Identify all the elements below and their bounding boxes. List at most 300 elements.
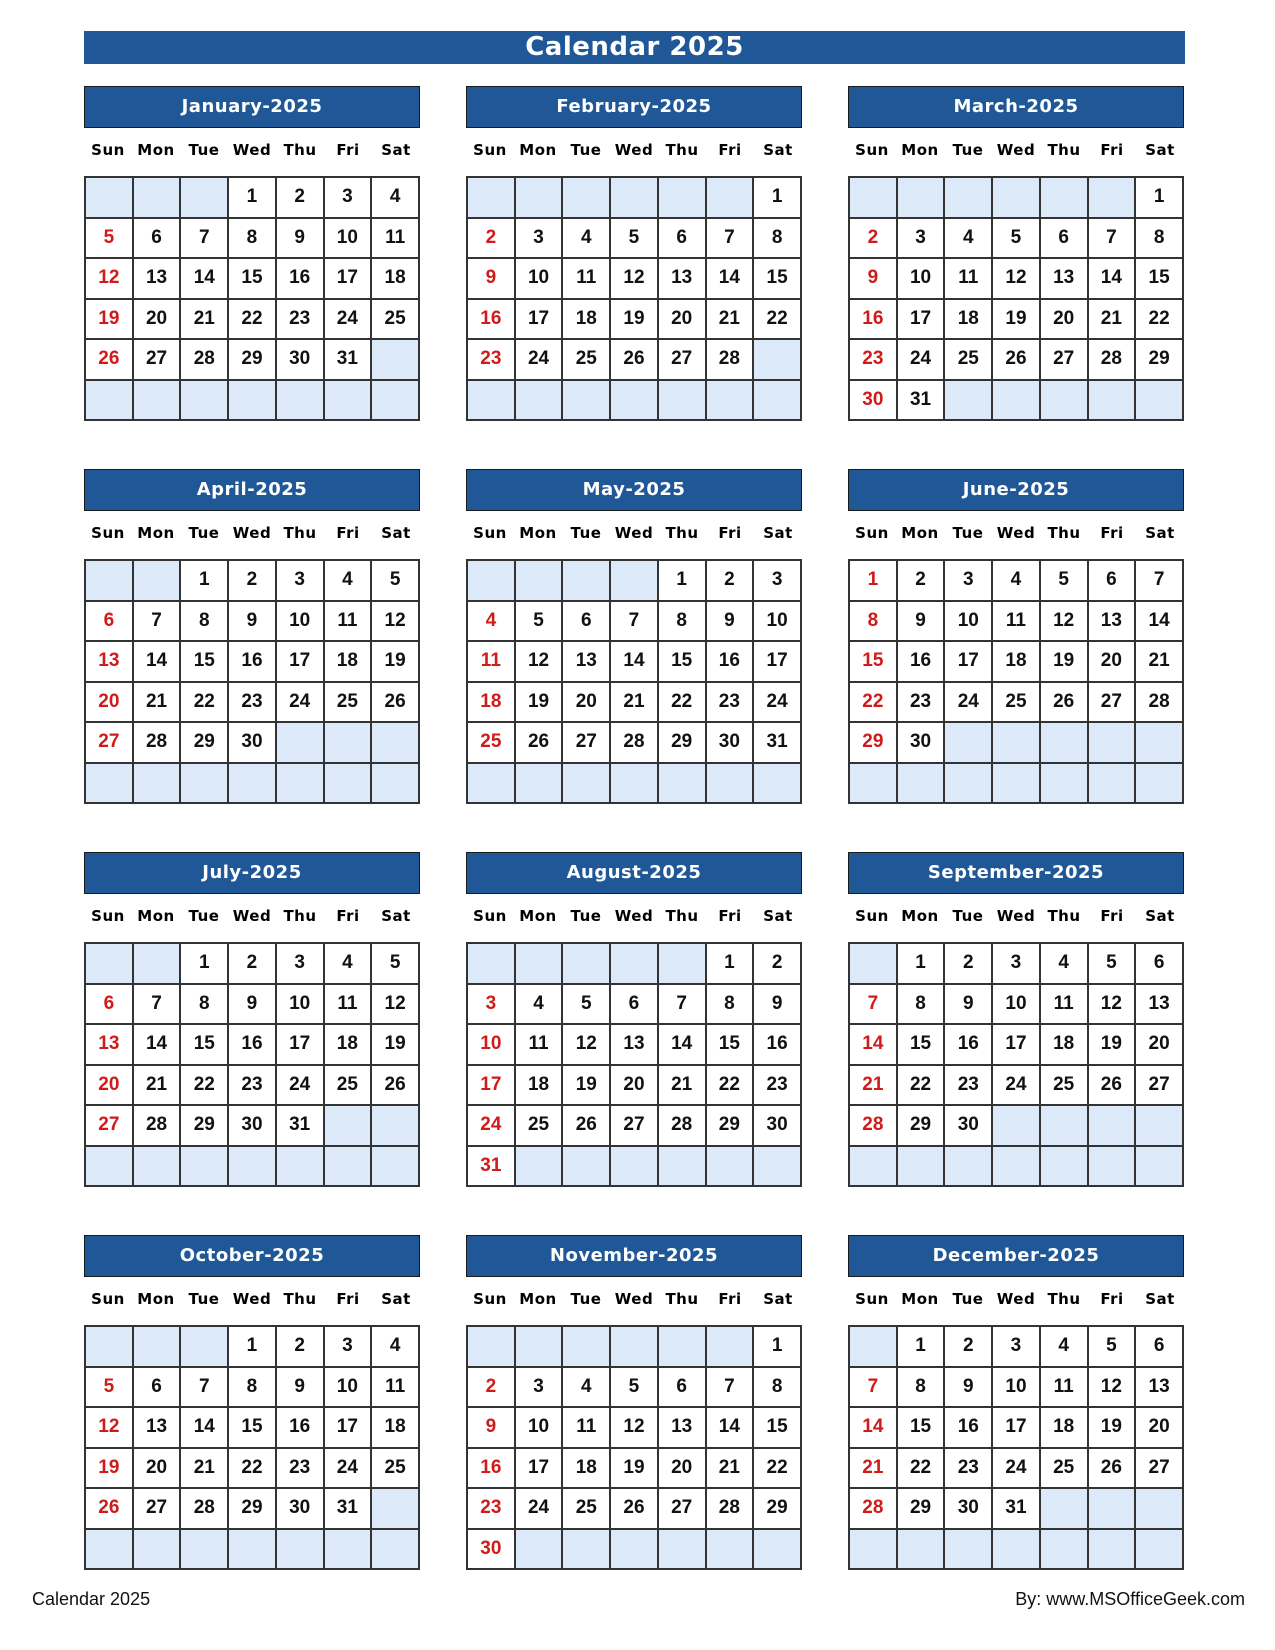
day-cell: 23 [753,1065,801,1106]
day-cell: 21 [133,682,181,723]
weekday-header [848,515,1184,559]
day-cell: 3 [324,1326,372,1367]
day-cell: 17 [897,299,945,340]
day-cell: 27 [133,339,181,380]
weekday-label: Wed [232,524,272,542]
day-cell: 8 [180,984,228,1025]
day-cell: 18 [1040,1024,1088,1065]
day-cell: 31 [897,380,945,421]
day-cell: 17 [753,641,801,682]
empty-day-cell [1040,1529,1088,1570]
day-cell: 10 [992,984,1040,1025]
empty-day-cell [371,1529,419,1570]
day-grid [84,1325,420,1570]
day-cell: 5 [371,560,419,601]
empty-day-cell [658,763,706,804]
empty-day-cell [85,763,133,804]
day-cell: 8 [849,601,897,642]
day-cell: 1 [753,1326,801,1367]
day-cell: 22 [897,1448,945,1489]
day-cell: 17 [944,641,992,682]
day-cell: 28 [180,1488,228,1529]
day-cell: 24 [324,1448,372,1489]
day-cell: 6 [85,984,133,1025]
day-cell: 26 [1088,1448,1136,1489]
day-cell: 17 [515,299,563,340]
day-cell: 12 [371,601,419,642]
day-cell: 18 [371,258,419,299]
day-cell: 16 [753,1024,801,1065]
day-cell: 16 [706,641,754,682]
month-title: February-2025 [466,86,802,128]
day-cell: 25 [467,722,515,763]
weekday-label: Sat [381,141,411,159]
weekday-label: Sun [855,907,889,925]
day-cell: 14 [658,1024,706,1065]
weekday-label: Tue [952,907,984,925]
day-cell: 26 [371,682,419,723]
empty-day-cell [371,339,419,380]
empty-day-cell [658,380,706,421]
empty-day-cell [467,560,515,601]
empty-day-cell [324,1146,372,1187]
day-cell: 5 [610,218,658,259]
empty-day-cell [467,1326,515,1367]
day-cell: 14 [706,1407,754,1448]
weekday-label: Sat [1145,524,1175,542]
weekday-label: Sat [1145,1290,1175,1308]
empty-day-cell [992,380,1040,421]
footer-credit: By: www.MSOfficeGeek.com [1015,1589,1245,1609]
day-cell: 4 [467,601,515,642]
empty-day-cell [371,380,419,421]
weekday-label: Mon [137,524,175,542]
weekday-label: Fri [718,907,742,925]
weekday-label: Fri [1100,524,1124,542]
day-cell: 22 [1135,299,1183,340]
day-cell: 22 [228,1448,276,1489]
day-cell: 7 [180,1367,228,1408]
empty-day-cell [133,1146,181,1187]
weekday-header [84,1281,420,1325]
day-cell: 29 [180,1105,228,1146]
day-cell: 24 [515,1488,563,1529]
day-cell: 9 [849,258,897,299]
day-cell: 19 [371,641,419,682]
empty-day-cell [371,763,419,804]
day-cell: 22 [180,1065,228,1106]
day-cell: 23 [467,1488,515,1529]
empty-day-cell [515,1529,563,1570]
day-cell: 18 [324,641,372,682]
day-cell: 15 [753,258,801,299]
weekday-label: Thu [665,524,699,542]
day-cell: 27 [1040,339,1088,380]
day-cell: 4 [1040,943,1088,984]
day-cell: 20 [658,299,706,340]
day-cell: 11 [992,601,1040,642]
day-cell: 26 [1088,1065,1136,1106]
day-cell: 23 [276,1448,324,1489]
weekday-label: Fri [1100,1290,1124,1308]
day-cell: 8 [897,1367,945,1408]
empty-day-cell [85,380,133,421]
empty-day-cell [85,1529,133,1570]
weekday-label: Mon [137,1290,175,1308]
weekday-label: Tue [570,907,602,925]
weekday-label: Fri [1100,141,1124,159]
day-cell: 9 [897,601,945,642]
empty-day-cell [85,1326,133,1367]
day-cell: 13 [1040,258,1088,299]
empty-day-cell [562,1529,610,1570]
day-cell: 12 [371,984,419,1025]
day-cell: 28 [706,1488,754,1529]
empty-day-cell [1088,763,1136,804]
day-cell: 20 [610,1065,658,1106]
empty-day-cell [849,1326,897,1367]
day-cell: 18 [324,1024,372,1065]
empty-day-cell [992,1529,1040,1570]
empty-day-cell [562,763,610,804]
day-cell: 15 [1135,258,1183,299]
day-cell: 14 [133,641,181,682]
weekday-label: Sat [381,1290,411,1308]
day-cell: 30 [944,1488,992,1529]
empty-day-cell [992,722,1040,763]
day-cell: 21 [133,1065,181,1106]
weekday-label: Sun [855,1290,889,1308]
day-cell: 3 [324,177,372,218]
weekday-label: Sun [473,141,507,159]
empty-day-cell [85,1146,133,1187]
weekday-label: Sun [91,907,125,925]
day-cell: 29 [658,722,706,763]
empty-day-cell [753,763,801,804]
empty-day-cell [610,380,658,421]
day-cell: 9 [753,984,801,1025]
weekday-label: Sat [763,141,793,159]
weekday-label: Sun [91,141,125,159]
weekday-label: Thu [665,907,699,925]
day-cell: 17 [467,1065,515,1106]
empty-day-cell [992,763,1040,804]
day-cell: 29 [706,1105,754,1146]
day-cell: 16 [849,299,897,340]
empty-day-cell [467,380,515,421]
empty-day-cell [180,177,228,218]
day-cell: 11 [562,1407,610,1448]
day-cell: 22 [753,299,801,340]
day-cell: 11 [562,258,610,299]
day-cell: 5 [1040,560,1088,601]
day-cell: 19 [610,299,658,340]
empty-day-cell [610,943,658,984]
day-cell: 7 [1135,560,1183,601]
day-cell: 22 [849,682,897,723]
day-cell: 6 [1135,1326,1183,1367]
day-cell: 28 [849,1105,897,1146]
empty-day-cell [276,763,324,804]
empty-day-cell [85,177,133,218]
day-cell: 7 [133,984,181,1025]
day-cell: 13 [658,1407,706,1448]
day-cell: 23 [467,339,515,380]
empty-day-cell [753,380,801,421]
empty-day-cell [1088,1105,1136,1146]
page-title: Calendar 2025 [84,31,1185,64]
weekday-label: Sun [91,1290,125,1308]
day-cell: 14 [180,1407,228,1448]
day-cell: 9 [228,601,276,642]
day-cell: 6 [1088,560,1136,601]
empty-day-cell [849,763,897,804]
empty-day-cell [849,943,897,984]
day-cell: 16 [228,641,276,682]
empty-day-cell [1135,1105,1183,1146]
day-cell: 18 [467,682,515,723]
day-cell: 30 [753,1105,801,1146]
weekday-label: Sat [763,524,793,542]
weekday-label: Sun [855,141,889,159]
day-cell: 23 [228,1065,276,1106]
day-cell: 21 [849,1065,897,1106]
weekday-label: Fri [718,141,742,159]
day-cell: 18 [1040,1407,1088,1448]
empty-day-cell [180,1529,228,1570]
day-cell: 18 [371,1407,419,1448]
day-cell: 30 [706,722,754,763]
weekday-label: Mon [137,907,175,925]
day-cell: 24 [324,299,372,340]
day-cell: 28 [1135,682,1183,723]
day-cell: 10 [324,218,372,259]
day-cell: 28 [1088,339,1136,380]
empty-day-cell [133,560,181,601]
day-cell: 16 [897,641,945,682]
empty-day-cell [515,943,563,984]
day-cell: 25 [371,1448,419,1489]
day-cell: 11 [944,258,992,299]
empty-day-cell [706,1326,754,1367]
day-cell: 1 [180,943,228,984]
day-cell: 10 [467,1024,515,1065]
day-cell: 3 [897,218,945,259]
day-cell: 21 [1088,299,1136,340]
empty-day-cell [228,1529,276,1570]
weekday-header [84,515,420,559]
day-cell: 15 [228,1407,276,1448]
weekday-label: Mon [901,524,939,542]
weekday-label: Fri [336,907,360,925]
day-cell: 3 [276,943,324,984]
day-cell: 10 [992,1367,1040,1408]
day-cell: 2 [944,1326,992,1367]
weekday-label: Tue [570,1290,602,1308]
empty-day-cell [610,177,658,218]
day-cell: 9 [944,984,992,1025]
day-cell: 11 [371,218,419,259]
empty-day-cell [944,763,992,804]
day-grid [848,176,1184,421]
empty-day-cell [1135,1146,1183,1187]
weekday-header [466,515,802,559]
day-cell: 7 [706,1367,754,1408]
weekday-label: Thu [283,907,317,925]
day-cell: 9 [276,1367,324,1408]
day-cell: 21 [658,1065,706,1106]
empty-day-cell [658,177,706,218]
month-title: May-2025 [466,469,802,511]
empty-day-cell [324,763,372,804]
day-cell: 19 [1040,641,1088,682]
empty-day-cell [944,177,992,218]
day-cell: 13 [1135,984,1183,1025]
weekday-label: Thu [665,141,699,159]
day-cell: 17 [276,641,324,682]
empty-day-cell [992,177,1040,218]
day-cell: 3 [515,218,563,259]
day-cell: 10 [515,258,563,299]
empty-day-cell [1040,763,1088,804]
day-cell: 26 [1040,682,1088,723]
month-title: April-2025 [84,469,420,511]
day-grid [84,176,420,421]
empty-day-cell [467,177,515,218]
day-cell: 20 [1088,641,1136,682]
day-grid [848,1325,1184,1570]
day-cell: 13 [562,641,610,682]
day-cell: 29 [897,1105,945,1146]
month-title: July-2025 [84,852,420,894]
day-cell: 18 [562,1448,610,1489]
weekday-label: Mon [519,524,557,542]
day-cell: 9 [276,218,324,259]
day-cell: 3 [467,984,515,1025]
day-cell: 30 [276,339,324,380]
weekday-label: Mon [901,907,939,925]
weekday-label: Sat [763,907,793,925]
day-cell: 21 [706,299,754,340]
day-cell: 26 [85,1488,133,1529]
day-cell: 30 [228,1105,276,1146]
day-cell: 17 [992,1024,1040,1065]
empty-day-cell [1088,380,1136,421]
day-cell: 26 [562,1105,610,1146]
day-cell: 14 [706,258,754,299]
day-cell: 16 [944,1407,992,1448]
day-cell: 20 [85,1065,133,1106]
day-cell: 21 [706,1448,754,1489]
day-cell: 3 [992,943,1040,984]
day-cell: 5 [515,601,563,642]
weekday-label: Sat [1145,141,1175,159]
weekday-label: Thu [283,1290,317,1308]
day-cell: 19 [562,1065,610,1106]
weekday-label: Sat [381,524,411,542]
empty-day-cell [1088,1146,1136,1187]
empty-day-cell [467,943,515,984]
day-cell: 7 [706,218,754,259]
day-cell: 10 [753,601,801,642]
day-cell: 27 [1088,682,1136,723]
day-cell: 3 [276,560,324,601]
day-cell: 9 [228,984,276,1025]
day-cell: 23 [276,299,324,340]
empty-day-cell [706,380,754,421]
weekday-label: Wed [996,1290,1036,1308]
empty-day-cell [133,943,181,984]
day-cell: 25 [1040,1448,1088,1489]
day-cell: 1 [228,177,276,218]
weekday-label: Wed [996,524,1036,542]
day-cell: 23 [849,339,897,380]
weekday-label: Thu [1047,907,1081,925]
day-cell: 23 [897,682,945,723]
month-calendar [84,1235,420,1578]
weekday-header [848,132,1184,176]
weekday-label: Thu [283,524,317,542]
day-cell: 12 [85,258,133,299]
day-cell: 9 [706,601,754,642]
day-cell: 15 [753,1407,801,1448]
footer-left: Calendar 2025 [32,1589,151,1609]
day-cell: 15 [706,1024,754,1065]
day-cell: 25 [324,1065,372,1106]
day-cell: 4 [944,218,992,259]
day-cell: 28 [610,722,658,763]
day-cell: 4 [371,177,419,218]
empty-day-cell [324,1529,372,1570]
day-cell: 18 [515,1065,563,1106]
day-cell: 24 [276,1065,324,1106]
day-cell: 12 [562,1024,610,1065]
day-cell: 31 [753,722,801,763]
day-cell: 19 [992,299,1040,340]
day-cell: 13 [85,641,133,682]
weekday-label: Tue [570,141,602,159]
empty-day-cell [133,763,181,804]
day-cell: 30 [276,1488,324,1529]
day-cell: 26 [515,722,563,763]
weekday-label: Thu [1047,1290,1081,1308]
empty-day-cell [610,1529,658,1570]
day-cell: 6 [610,984,658,1025]
day-cell: 19 [515,682,563,723]
day-cell: 11 [1040,1367,1088,1408]
day-cell: 14 [610,641,658,682]
month-calendar [466,86,802,429]
day-cell: 28 [658,1105,706,1146]
day-cell: 7 [1088,218,1136,259]
day-cell: 24 [753,682,801,723]
weekday-label: Wed [614,524,654,542]
day-cell: 13 [133,1407,181,1448]
empty-day-cell [276,722,324,763]
day-cell: 2 [228,943,276,984]
day-cell: 22 [658,682,706,723]
day-cell: 12 [992,258,1040,299]
empty-day-cell [1040,1488,1088,1529]
weekday-label: Fri [718,524,742,542]
day-cell: 30 [897,722,945,763]
month-calendar [466,1235,802,1578]
day-cell: 8 [897,984,945,1025]
empty-day-cell [706,763,754,804]
day-cell: 11 [515,1024,563,1065]
empty-day-cell [562,1326,610,1367]
weekday-label: Wed [232,141,272,159]
